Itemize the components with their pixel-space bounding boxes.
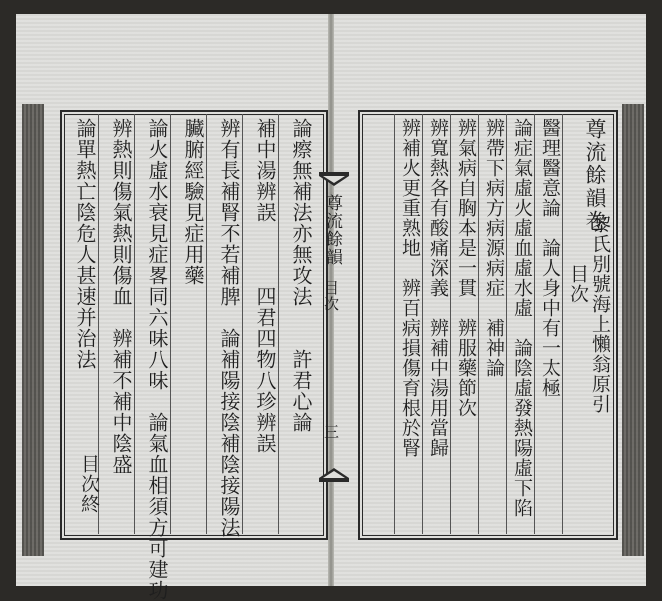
left-col-2: 補中湯辨誤 四君四物八珍辨誤	[253, 118, 277, 454]
right-col-1-preface: 黎氏別號海上懶翁原引	[589, 214, 611, 414]
right-col-8: 辨寬熱各有酸痛深義 辨補中湯用當歸	[427, 118, 449, 458]
right-col-5: 論症氣虛火虛血虛水虛 論陰虛發熱陽虛下陷	[511, 118, 533, 518]
left-col-4: 臟腑經驗見症用藥	[181, 118, 205, 286]
left-col-6: 辨熱則傷氣熱則傷血 辨補不補中陰盛	[109, 118, 133, 475]
right-col-4: 醫理醫意論 論人身中有一太極	[539, 118, 561, 398]
right-col-3-volume-title: 尊流餘韻卷	[583, 118, 607, 233]
left-col-3: 辨有長補腎不若補脾 論補陽接陰補陰接陽法	[217, 118, 241, 538]
end-of-toc-label: 目次終	[78, 454, 100, 514]
right-page-edge	[622, 104, 644, 556]
fold-page-number: 三	[322, 424, 340, 440]
left-col-1: 論瘵無補法亦無攻法 許君心論	[289, 118, 313, 433]
right-col-9: 辨補火更重熟地 辨百病損傷育根於腎	[399, 118, 421, 458]
right-page	[334, 14, 646, 586]
left-col-5: 論火虛水衰見症畧同六味八味 論氣血相須方可建功	[145, 118, 169, 601]
left-page-edge	[22, 104, 44, 556]
fold-section-label: 目次	[322, 280, 340, 312]
right-col-6: 辨帶下病方病源病症 補神論	[483, 118, 505, 378]
fishtail-bottom-mark	[319, 466, 349, 482]
left-col-7: 論單熱亡陰危人甚速并治法	[73, 118, 97, 370]
book-spread	[16, 14, 646, 601]
left-page	[16, 14, 328, 601]
right-col-7: 辨氣病自胸本是一貫 辨服藥節次	[455, 118, 477, 418]
right-col-2-toc-label: 目次	[567, 264, 589, 304]
fold-book-title: 尊流餘韻	[322, 194, 342, 266]
fishtail-top-mark	[319, 172, 349, 188]
